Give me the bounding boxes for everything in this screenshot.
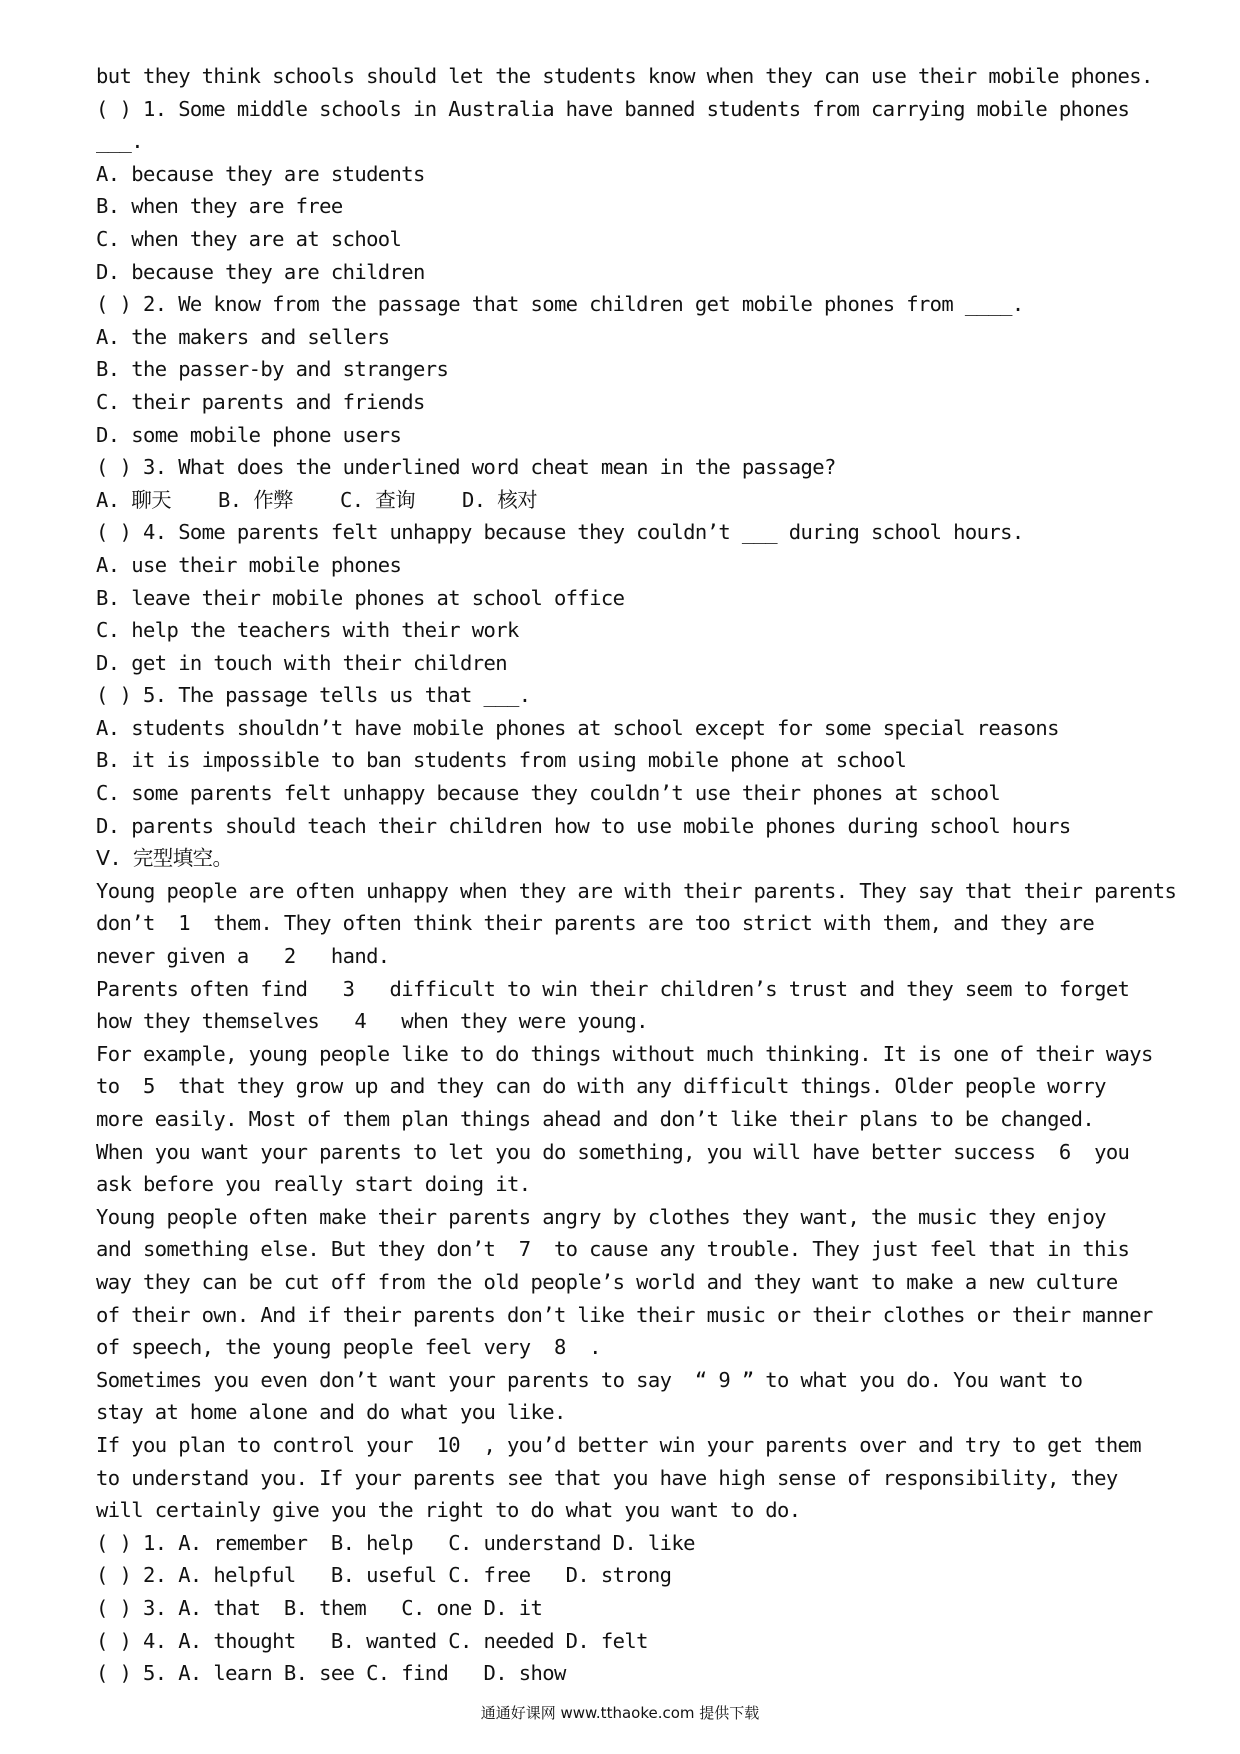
text-line: C. their parents and friends: [96, 389, 425, 414]
text-line: ( ) 3. A. that B. them C. one D. it: [96, 1595, 543, 1620]
text-line: ___.: [96, 129, 143, 154]
text-line: Young people often make their parents angry by clothes they want, the music they enjoy: [96, 1204, 1106, 1229]
text-line: D. some mobile phone users: [96, 422, 402, 447]
text-line: D. because they are children: [96, 259, 425, 284]
text-line: Ⅴ. 完型填空。: [96, 846, 233, 871]
text-line: but they think schools should let the students know when they can use their mobile phones.: [96, 64, 1153, 88]
text-line: will certainly give you the right to do what you want to do.: [96, 1498, 801, 1523]
text-line: ( ) 5. The passage tells us that ___.: [96, 683, 531, 708]
text-line: Sometimes you even don’t want your parents to say “ 9 ” to what you do. You want to: [96, 1367, 1083, 1392]
text-line: ( ) 2. We know from the passage that some children get mobile phones from ____.: [96, 292, 1024, 317]
document-body: [96, 60, 1176, 1690]
text-line: to understand you. If your parents see that you have high sense of responsibility, they: [96, 1465, 1118, 1490]
text-line: of their own. And if their parents don’t like their music or their clothes or their manner: [96, 1302, 1153, 1327]
text-line: D. get in touch with their children: [96, 650, 507, 675]
text-line: never given a 2 hand.: [96, 944, 390, 969]
page-footer: 通通好课网 www.tthaoke.com 提供下载: [480, 1704, 760, 1722]
text-line: way they can be cut off from the old people’s world and they want to make a new culture: [96, 1269, 1118, 1294]
text-line: A. because they are students: [96, 161, 425, 186]
text-line: B. leave their mobile phones at school office: [96, 585, 625, 610]
text-line: don’t 1 them. They often think their parents are too strict with them, and they are: [96, 911, 1095, 936]
text-line: D. parents should teach their children how to use mobile phones during school hours: [96, 813, 1071, 838]
text-line: B. it is impossible to ban students from using mobile phone at school: [96, 748, 907, 773]
text-line: If you plan to control your 10 , you’d better win your parents over and try to get them: [96, 1432, 1142, 1457]
text-line: When you want your parents to let you do something, you will have better success 6 you: [96, 1139, 1130, 1164]
text-line: B. the passer-by and strangers: [96, 357, 449, 382]
text-line: ask before you really start doing it.: [96, 1172, 531, 1197]
text-line: A. use their mobile phones: [96, 552, 402, 577]
text-line: more easily. Most of them plan things ahead and don’t like their plans to be changed.: [96, 1107, 1095, 1131]
text-line: ( ) 4. Some parents felt unhappy because they couldn’t ___ during school hours.: [96, 520, 1024, 545]
text-line: to 5 that they grow up and they can do with any difficult things. Older people worry: [96, 1074, 1106, 1099]
text-line: A. 聊天 B. 作弊 C. 查询 D. 核对: [96, 487, 538, 512]
text-line: For example, young people like to do things without much thinking. It is one of their ways: [96, 1041, 1153, 1066]
text-line: of speech, the young people feel very 8 .: [96, 1335, 601, 1360]
text-line: A. students shouldn’t have mobile phones at school except for some special reasons: [96, 715, 1059, 740]
text-line: ( ) 1. A. remember B. help C. understand D. like: [96, 1530, 695, 1555]
text-line: Parents often find 3 difficult to win their children’s trust and they seem to forget: [96, 976, 1130, 1001]
text-line: B. when they are free: [96, 194, 343, 219]
text-line: C. some parents felt unhappy because they couldn’t use their phones at school: [96, 781, 1001, 806]
text-line: C. help the teachers with their work: [96, 618, 519, 643]
text-line: C. when they are at school: [96, 226, 402, 251]
text-line: ( ) 1. Some middle schools in Australia have banned students from carrying mobile phones: [96, 96, 1130, 121]
text-line: how they themselves 4 when they were young.: [96, 1009, 648, 1034]
text-line: Young people are often unhappy when they are with their parents. They say that their parents: [96, 878, 1176, 903]
text-line: and something else. But they don’t 7 to cause any trouble. They just feel that in this: [96, 1237, 1130, 1262]
text-line: stay at home alone and do what you like.: [96, 1400, 566, 1425]
text-line: ( ) 3. What does the underlined word cheat mean in the passage?: [96, 455, 836, 480]
text-line: A. the makers and sellers: [96, 324, 390, 349]
text-line: ( ) 5. A. learn B. see C. find D. show: [96, 1661, 566, 1686]
text-line: ( ) 4. A. thought B. wanted C. needed D. felt: [96, 1628, 648, 1653]
text-line: ( ) 2. A. helpful B. useful C. free D. strong: [96, 1563, 672, 1588]
